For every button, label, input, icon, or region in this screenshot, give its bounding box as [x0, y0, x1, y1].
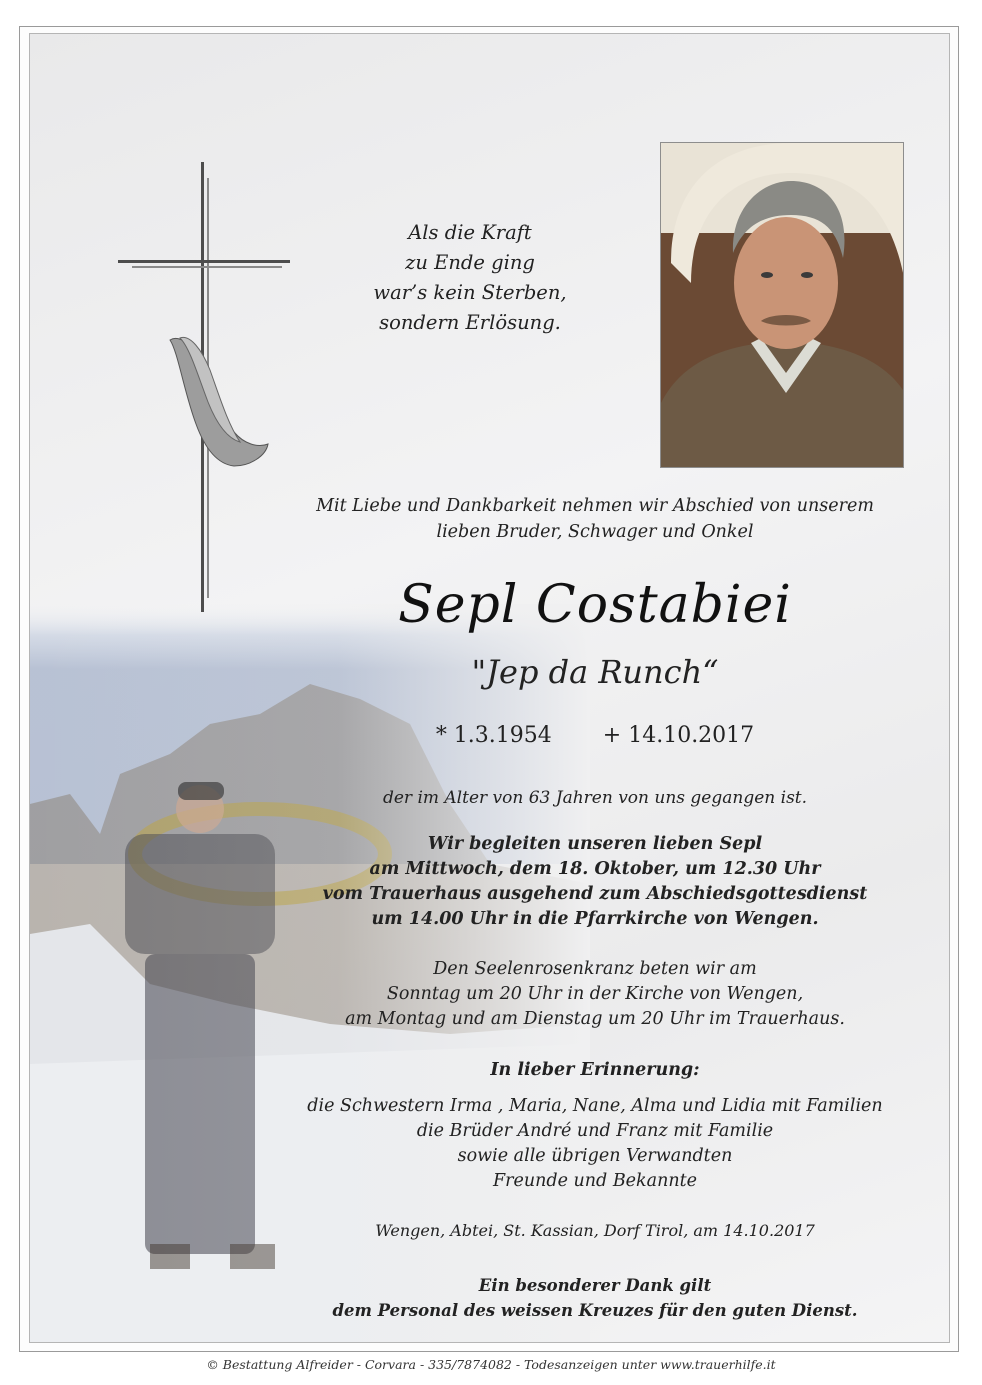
rosary-line: Den Seelenrosenkranz beten wir am — [433, 959, 757, 979]
verse-line: zu Ende ging — [405, 251, 535, 274]
rosary-line: Sonntag um 20 Uhr in der Kirche von Wengen, — [386, 984, 804, 1004]
funeral-line: Wir begleiten unseren lieben Sepl — [427, 834, 763, 854]
funeral-line: am Mittwoch, dem 18. Oktober, um 12.30 Uhr — [369, 859, 821, 879]
rosary-details — [250, 957, 940, 1032]
mourners-line: die Schwestern Irma , Maria, Nane, Alma und Lidia mit Familien — [307, 1096, 883, 1116]
death-date: + 14.10.2017 — [602, 723, 755, 748]
portrait-photo — [660, 142, 904, 468]
memorial-verse — [305, 218, 635, 338]
rosary-line: am Montag und am Dienstag um 20 Uhr im Trauerhaus. — [345, 1009, 845, 1029]
intro-line: Mit Liebe und Dankbarkeit nehmen wir Abschied von unserem — [316, 496, 874, 516]
mourners-line: Freunde und Bekannte — [492, 1171, 698, 1191]
life-dates — [250, 720, 940, 752]
deceased-name: Sepl Costabiei — [398, 575, 792, 635]
thanks-line: Ein besonderer Dank gilt — [478, 1276, 712, 1295]
verse-line: Als die Kraft — [408, 221, 532, 244]
intro-text — [250, 493, 940, 545]
birth-date: * 1.3.1954 — [435, 723, 552, 748]
thanks-note — [250, 1273, 940, 1323]
intro-line: lieben Bruder, Schwager und Onkel — [436, 522, 754, 542]
verse-line: sondern Erlösung. — [379, 311, 561, 334]
place-date: Wengen, Abtei, St. Kassian, Dorf Tirol, am 14.10.2017 — [375, 1221, 815, 1240]
funeral-line: um 14.00 Uhr in die Pfarrkirche von Wengen. — [371, 909, 819, 929]
verse-line: war’s kein Sterben, — [373, 281, 567, 304]
mourners-heading: In lieber Erinnerung: — [490, 1060, 700, 1080]
funeral-line: vom Trauerhaus ausgehend zum Abschiedsgottesdienst — [322, 884, 868, 904]
mourners-line: die Brüder André und Franz mit Familie — [416, 1121, 774, 1141]
mourners-line: sowie alle übrigen Verwandten — [457, 1146, 733, 1166]
deceased-nickname: "Jep da Runch“ — [471, 653, 719, 691]
age-line: der im Alter von 63 Jahren von uns gegangen ist. — [382, 788, 808, 808]
funeral-details — [250, 832, 940, 932]
footer-credit: © Bestattung Alfreider - Corvara - 335/7874082 - Todesanzeigen unter www.trauerhilfe.it — [206, 1357, 776, 1372]
thanks-line: dem Personal des weissen Kreuzes für den guten Dienst. — [332, 1301, 858, 1320]
mourners-list — [250, 1094, 940, 1194]
